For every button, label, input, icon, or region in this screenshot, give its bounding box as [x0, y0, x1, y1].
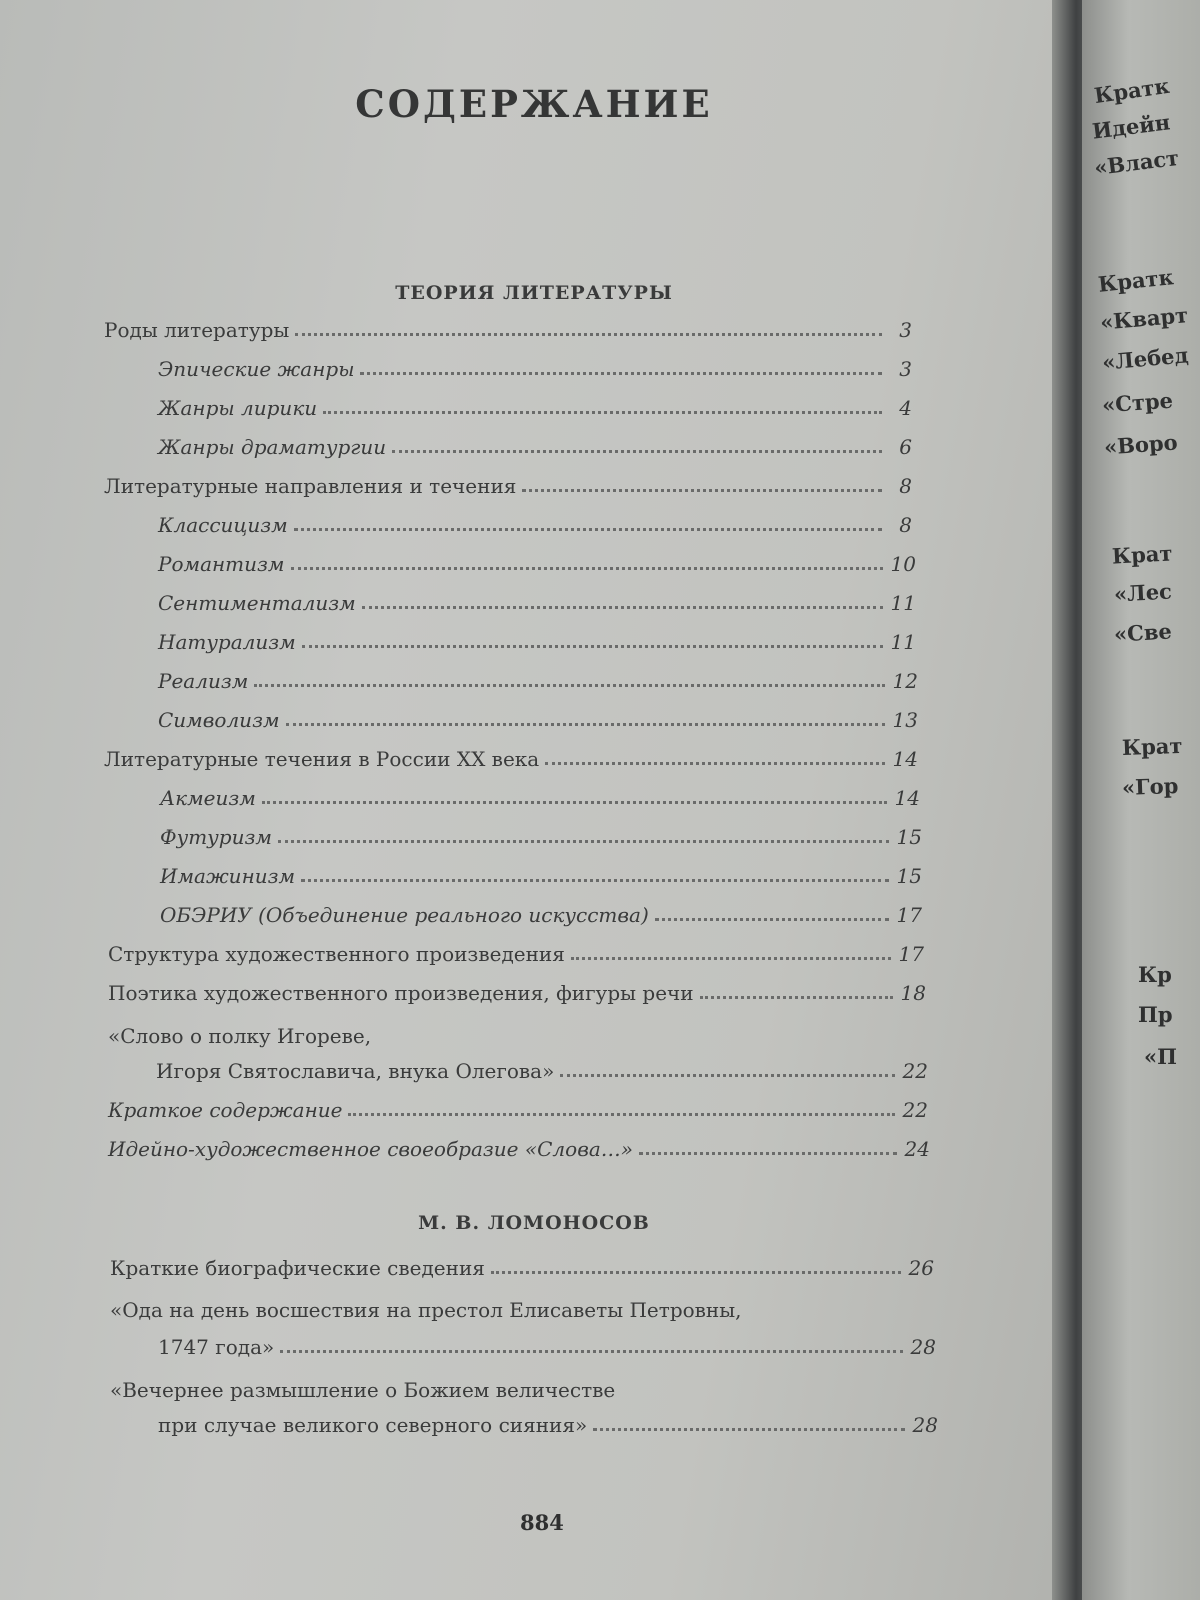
toc-entry[interactable]: Краткое содержание 22 — [108, 1098, 928, 1122]
toc-subentry[interactable]: Имажинизм 15 — [160, 864, 922, 888]
page-title: СОДЕРЖАНИЕ — [355, 82, 713, 126]
toc-subentry[interactable]: Эпические жанры 3 — [158, 357, 912, 381]
page-ref: 11 — [890, 630, 916, 654]
page-ref: 24 — [904, 1137, 930, 1161]
toc-subentry[interactable]: Жанры драматургии 6 — [158, 435, 912, 459]
facing-text: «Све — [1113, 618, 1173, 647]
page-ref: 10 — [890, 552, 916, 576]
toc-entry-line[interactable]: «Вечернее размышление о Божием величестве — [110, 1378, 616, 1402]
dot-leader — [392, 450, 882, 453]
facing-text: Крат — [1111, 540, 1174, 569]
toc-entry[interactable]: Краткие биографические сведения 26 — [110, 1256, 934, 1280]
dot-leader — [262, 801, 887, 804]
dot-leader — [302, 645, 883, 648]
dot-leader — [545, 762, 884, 765]
dot-leader — [348, 1113, 894, 1116]
dot-leader — [280, 1350, 902, 1353]
dot-leader — [360, 372, 882, 375]
toc-subentry[interactable]: Сентиментализм 11 — [158, 591, 916, 615]
toc-entry[interactable]: Литературные течения в России XX века 14 — [104, 747, 918, 771]
facing-text: Кратк — [1092, 72, 1171, 109]
toc-entry[interactable]: Роды литературы 3 — [104, 318, 912, 342]
dot-leader — [655, 918, 889, 921]
dot-leader — [254, 684, 884, 687]
toc-subentry[interactable]: Жанры лирики 4 — [158, 396, 912, 420]
toc-entry[interactable]: Литературные направления и течения 8 — [104, 474, 912, 498]
page-ref: 3 — [899, 318, 912, 342]
facing-text: «Лебед — [1101, 342, 1190, 375]
page-ref: 15 — [896, 825, 922, 849]
toc-subentry[interactable]: Реализм 12 — [158, 669, 918, 693]
dot-leader — [278, 840, 889, 843]
facing-text: «Воро — [1103, 429, 1179, 460]
page-ref: 26 — [908, 1256, 934, 1280]
facing-text: «П — [1144, 1044, 1177, 1069]
toc-subentry[interactable]: Натурализм 11 — [158, 630, 916, 654]
page-ref: 12 — [892, 669, 918, 693]
toc-subentry[interactable]: Классицизм 8 — [158, 513, 912, 537]
page-ref: 28 — [910, 1335, 936, 1359]
page-ref: 6 — [899, 435, 912, 459]
page-ref: 17 — [898, 942, 924, 966]
toc-subentry[interactable]: Символизм 13 — [158, 708, 918, 732]
dot-leader — [639, 1152, 897, 1155]
dot-leader — [491, 1271, 901, 1274]
toc-entry-continuation[interactable]: при случае великого северного сияния» 28 — [158, 1413, 938, 1437]
dot-leader — [593, 1428, 904, 1431]
dot-leader — [700, 996, 893, 999]
dot-leader — [560, 1074, 894, 1077]
facing-text: «Кварт — [1099, 302, 1190, 335]
dot-leader — [323, 411, 882, 414]
page-ref: 13 — [892, 708, 918, 732]
page-ref: 28 — [912, 1413, 938, 1437]
toc-subentry[interactable]: Романтизм 10 — [158, 552, 916, 576]
page-ref: 8 — [899, 513, 912, 537]
page-ref: 4 — [899, 396, 912, 420]
toc-entry[interactable]: Структура художественного произведения 17 — [108, 942, 924, 966]
toc-subentry[interactable]: Акмеизм 14 — [160, 786, 920, 810]
page-ref: 14 — [894, 786, 920, 810]
page-ref: 22 — [902, 1098, 928, 1122]
dot-leader — [286, 723, 885, 726]
dot-leader — [571, 957, 891, 960]
page-ref: 22 — [902, 1059, 928, 1083]
dot-leader — [522, 489, 882, 492]
page-ref: 3 — [899, 357, 912, 381]
dot-leader — [294, 528, 882, 531]
toc-entry-line[interactable]: «Слово о полку Игореве, — [108, 1024, 372, 1048]
toc-entry-line[interactable]: «Ода на день восшествия на престол Елисаветы Петровны, — [110, 1298, 742, 1322]
facing-text: Кр — [1138, 962, 1172, 987]
toc-entry[interactable]: Поэтика художественного произведения, фигуры речи 18 — [108, 981, 926, 1005]
page-ref: 17 — [896, 903, 922, 927]
toc-subentry[interactable]: Футуризм 15 — [160, 825, 922, 849]
page-ref: 8 — [899, 474, 912, 498]
facing-text: «Власт — [1092, 144, 1181, 181]
facing-text: Идейн — [1090, 109, 1172, 144]
facing-text: Кратк — [1096, 264, 1175, 297]
toc-entry[interactable]: Идейно-художественное своеобразие «Слова…» 24 — [108, 1137, 930, 1161]
dot-leader — [362, 606, 883, 609]
facing-text: «Лес — [1113, 578, 1173, 607]
page-number: 884 — [520, 1510, 564, 1535]
dot-leader — [291, 567, 883, 570]
facing-text: «Гор — [1121, 773, 1179, 800]
page-ref: 14 — [892, 747, 918, 771]
facing-text: «Стре — [1101, 387, 1174, 418]
facing-text: Крат — [1121, 732, 1183, 761]
toc-entry-continuation[interactable]: Игоря Святославича, внука Олегова» 22 — [156, 1059, 928, 1083]
toc-entry-continuation[interactable]: 1747 года» 28 — [158, 1335, 936, 1359]
dot-leader — [301, 879, 888, 882]
page-ref: 15 — [896, 864, 922, 888]
page-ref: 11 — [890, 591, 916, 615]
section-title: М. В. ЛОМОНОСОВ — [418, 1212, 650, 1234]
section-title: ТЕОРИЯ ЛИТЕРАТУРЫ — [395, 282, 673, 304]
dot-leader — [295, 333, 882, 336]
toc-subentry[interactable]: ОБЭРИУ (Объединение реального искусства) 17 — [160, 903, 922, 927]
facing-text: Пр — [1138, 1002, 1173, 1027]
page-ref: 18 — [900, 981, 926, 1005]
facing-page — [1082, 0, 1200, 1600]
